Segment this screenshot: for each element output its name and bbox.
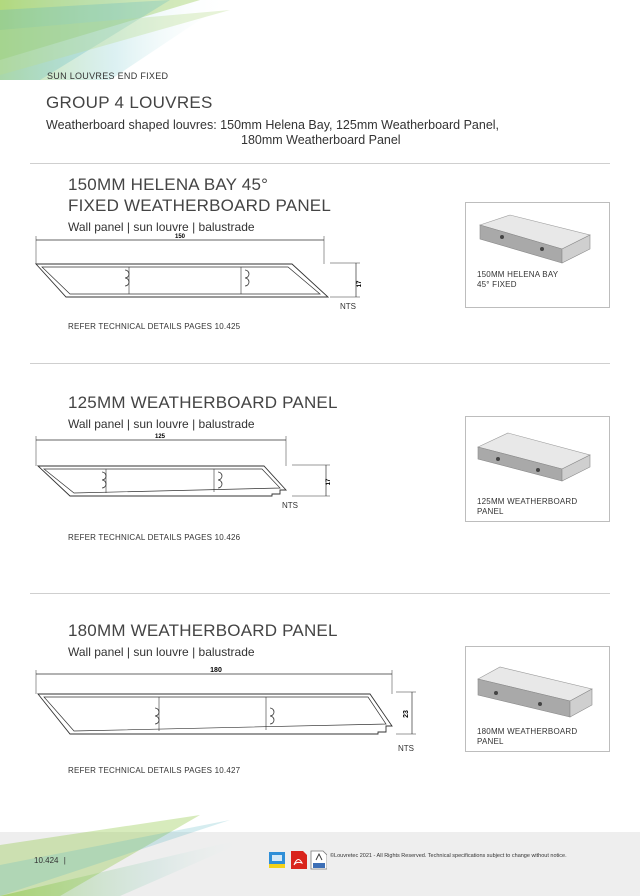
page-number: 10.424 |: [34, 856, 66, 865]
width-label: 150: [174, 234, 186, 240]
section-title-line-1: 150MM HELENA BAY 45°: [68, 175, 269, 194]
caption-line-2: PANEL: [477, 507, 504, 516]
louvre-render-image: [466, 203, 609, 307]
section-subtitle: Wall panel | sun louvre | balustrade: [68, 417, 255, 431]
divider: [30, 593, 610, 594]
revit-file-icon[interactable]: [311, 851, 327, 869]
width-label: 125: [154, 434, 166, 440]
section-title-line-2: FIXED WEATHERBOARD PANEL: [68, 196, 331, 215]
download-icons: [269, 849, 327, 871]
refer-technical-details: REFER TECHNICAL DETAILS PAGES 10.426: [68, 533, 241, 542]
section-subtitle: Wall panel | sun louvre | balustrade: [68, 220, 255, 234]
product-thumbnail-125: [465, 416, 610, 522]
eyebrow-label: SUN LOUVRES END FIXED: [47, 71, 169, 81]
profile-drawing-180: [30, 662, 420, 750]
thumbnail-caption: [477, 270, 558, 290]
height-label: 17: [357, 280, 363, 288]
caption-line-2: 45° FIXED: [477, 280, 517, 289]
subtitle-line-2: 180mm Weatherboard Panel: [241, 133, 401, 147]
thumbnail-caption: [477, 497, 577, 517]
refer-technical-details: REFER TECHNICAL DETAILS PAGES 10.427: [68, 766, 241, 775]
page-subtitle: [46, 118, 499, 148]
caption-line-2: PANEL: [477, 737, 504, 746]
corner-decoration-top: [0, 0, 230, 80]
caption-line-1: 150MM HELENA BAY: [477, 270, 559, 279]
height-label: 23: [403, 710, 410, 718]
divider: [30, 363, 610, 364]
divider: [30, 163, 610, 164]
nts-label: NTS: [282, 501, 298, 510]
section-title-125: 125MM WEATHERBOARD PANEL: [68, 393, 338, 412]
height-label: 17: [326, 478, 332, 486]
nts-label: NTS: [398, 744, 414, 753]
section-title-180: 180MM WEATHERBOARD PANEL: [68, 621, 338, 640]
nts-label: NTS: [340, 302, 356, 311]
subtitle-line-1: Weatherboard shaped louvres: 150mm Helena Bay, 125mm Weatherboard Panel,: [46, 118, 500, 132]
thumbnail-caption: [477, 727, 577, 747]
profile-outline: [36, 264, 328, 297]
cad-file-icon[interactable]: [269, 852, 285, 868]
profile-drawing-125: [30, 432, 340, 512]
caption-line-1: 180MM WEATHERBOARD: [477, 727, 578, 736]
page-title: GROUP 4 LOUVRES: [46, 93, 213, 112]
caption-line-1: 125MM WEATHERBOARD: [477, 497, 578, 506]
product-thumbnail-150: [465, 202, 610, 308]
width-label: 180: [210, 667, 222, 674]
profile-drawing-150: [30, 232, 370, 314]
refer-technical-details: REFER TECHNICAL DETAILS PAGES 10.425: [68, 322, 241, 331]
profile-outline: [38, 466, 286, 496]
pdf-file-icon[interactable]: [291, 851, 307, 869]
product-thumbnail-180: [465, 646, 610, 752]
section-subtitle: Wall panel | sun louvre | balustrade: [68, 645, 255, 659]
section-title-150: [68, 174, 331, 216]
copyright-notice: ©Louvretec 2021 - All Rights Reserved. Technical specifications subject to change without notice.: [330, 853, 567, 859]
page-number-text: 10.424: [34, 856, 59, 865]
